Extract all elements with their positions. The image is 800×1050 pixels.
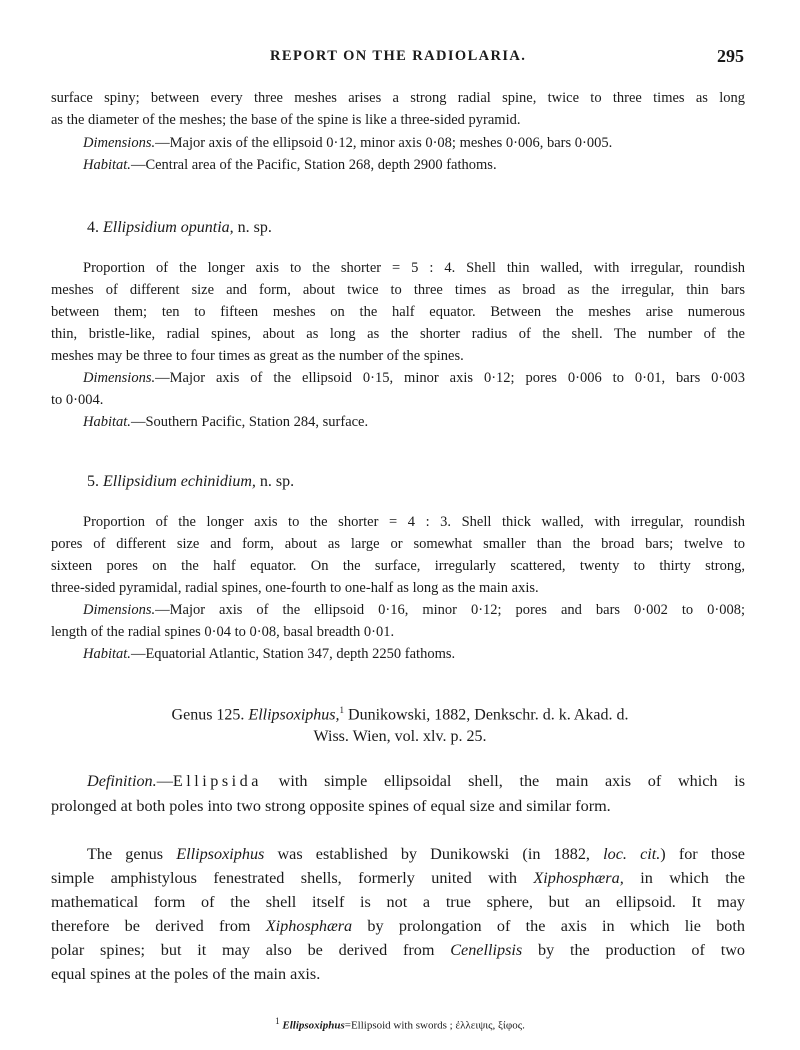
definition-dash: — (156, 772, 173, 790)
text-line: Proportion of the longer axis to the shorter = 5 : 4. Shell thin walled, with irregular, roundish (83, 260, 745, 276)
citation: loc. cit. (603, 845, 661, 863)
dimensions-label: Dimensions. (83, 370, 156, 386)
text-line: prolonged at both poles into two strong opposite spines of equal size and similar form. (51, 797, 611, 815)
dimensions-text: —Major axis of the ellipsoid 0·15, minor axis 0·12; pores 0·006 to 0·01, bars 0·003 (155, 370, 745, 386)
habitat-text: —Equatorial Atlantic, Station 347, depth 2250 fathoms. (130, 646, 456, 662)
text-line: length of the radial spines 0·04 to 0·08, basal breadth 0·01. (51, 624, 395, 640)
habitat-line (83, 644, 745, 664)
text-run: The genus (87, 845, 177, 863)
text-run: was established by Dunikowski (in 1882, (264, 845, 604, 863)
footnote-mark: 1 (339, 705, 345, 715)
species-suffix: n. sp. (259, 473, 295, 490)
definition-label: Definition. (87, 772, 157, 790)
text-line (51, 915, 745, 937)
text-line: to 0·004. (51, 392, 104, 408)
species-suffix: n. sp. (237, 219, 272, 236)
text-run: simple amphistylous fenestrated shells, formerly united with (51, 869, 534, 887)
habitat-line (83, 155, 745, 175)
species-heading (87, 473, 294, 491)
text-run: therefore be derived from (51, 917, 266, 935)
text-line: meshes may be three to four times as great as the number of the spines. (51, 348, 464, 364)
dimensions-label: Dimensions. (83, 135, 156, 151)
text-line: thin, bristle-like, radial spines, about as long as the shorter radius of the shell. The number of the (51, 326, 745, 342)
text-run: ) for those (660, 845, 745, 863)
habitat-text: —Southern Pacific, Station 284, surface. (130, 414, 369, 430)
spaced-term: Ellipsida (172, 772, 262, 790)
habitat-text: —Central area of the Pacific, Station 268, depth 2900 fathoms. (130, 157, 497, 173)
text-line: as the diameter of the meshes; the base of the spine is like a three-sided pyramid. (51, 112, 521, 128)
dimensions-text: —Major axis of the ellipsoid 0·16, minor 0·12; pores and bars 0·002 to 0·008; (155, 602, 745, 618)
page-number: 295 (717, 46, 744, 66)
genus-heading-line2: Wiss. Wien, vol. xlv. p. 25. (313, 728, 487, 745)
definition-text: with simple ellipsoidal shell, the main axis of which is (278, 772, 746, 790)
text-line: pores of different size and form, about as large or somewhat smaller than the broad bars; twelve to (51, 536, 745, 552)
dimensions-label: Dimensions. (83, 602, 156, 618)
text-line: meshes of different size and form, about twice to three times as broad as the irregular, thin bars (51, 282, 745, 298)
dimensions-line (83, 368, 745, 388)
habitat-label: Habitat. (83, 646, 131, 662)
text-run: polar spines; but it may also be derived from (51, 941, 451, 959)
habitat-line (83, 412, 745, 432)
text-line: three-sided pyramidal, radial spines, one-fourth to one-half as long as the main axis. (51, 580, 539, 596)
text-line: Proportion of the longer axis to the shorter = 4 : 3. Shell thick walled, with irregular, roundish (83, 514, 745, 530)
habitat-label: Habitat. (83, 157, 131, 173)
text-line: between them; ten to fifteen meshes on the half equator. Between the meshes arise numerous (51, 304, 745, 320)
text-line: equal spines at the poles of the main axis. (51, 965, 321, 983)
dimensions-line (83, 133, 745, 153)
footnote-term: Ellipsoxiphus (282, 1019, 345, 1032)
text-line (87, 843, 745, 865)
genus-prefix: Genus 125. (171, 706, 245, 724)
genus-heading (0, 705, 800, 724)
definition-line (87, 770, 745, 792)
species-name: Ellipsidium opuntia, (103, 219, 234, 236)
page-header (0, 46, 800, 70)
footnote (0, 1016, 800, 1032)
text-run: in which the (623, 869, 746, 887)
genus-name: Xiphosphæra (265, 917, 353, 935)
text-run: by prolongation of the axis in which lie both (352, 917, 745, 935)
species-number: 5. (87, 473, 99, 490)
text-run: by the production of two (522, 941, 745, 959)
text-line: mathematical form of the shell itself is not a true sphere, but an ellipsoid. It may (51, 893, 745, 911)
species-name: Ellipsidium echinidium, (103, 473, 256, 490)
dimensions-text: —Major axis of the ellipsoid 0·12, minor axis 0·08; meshes 0·006, bars 0·005. (155, 135, 613, 151)
species-heading (87, 219, 272, 237)
genus-name: Ellipsoxiphus, (248, 706, 340, 724)
text-line (51, 867, 745, 889)
text-line: sixteen pores on the half equator. On the surface, irregularly scattered, twenty to thirty strong, (51, 558, 745, 574)
footnote-text: =Ellipsoid with swords ; ἐλλειψις, ξίφος. (344, 1019, 525, 1032)
text-line (51, 939, 745, 961)
text-line: surface spiny; between every three meshes arises a strong radial spine, twice to three times as long (51, 90, 745, 106)
footnote-mark: 1 (275, 1016, 280, 1026)
species-number: 4. (87, 219, 99, 236)
genus-name: Xiphosphæra, (533, 869, 624, 887)
genus-name: Ellipsoxiphus (176, 845, 265, 863)
genus-name: Cenellipsis (450, 941, 523, 959)
dimensions-line (83, 600, 745, 620)
habitat-label: Habitat. (83, 414, 131, 430)
genus-authority: Dunikowski, 1882, Denkschr. d. k. Akad. d. (344, 706, 629, 724)
running-title: REPORT ON THE RADIOLARIA. (270, 48, 527, 64)
